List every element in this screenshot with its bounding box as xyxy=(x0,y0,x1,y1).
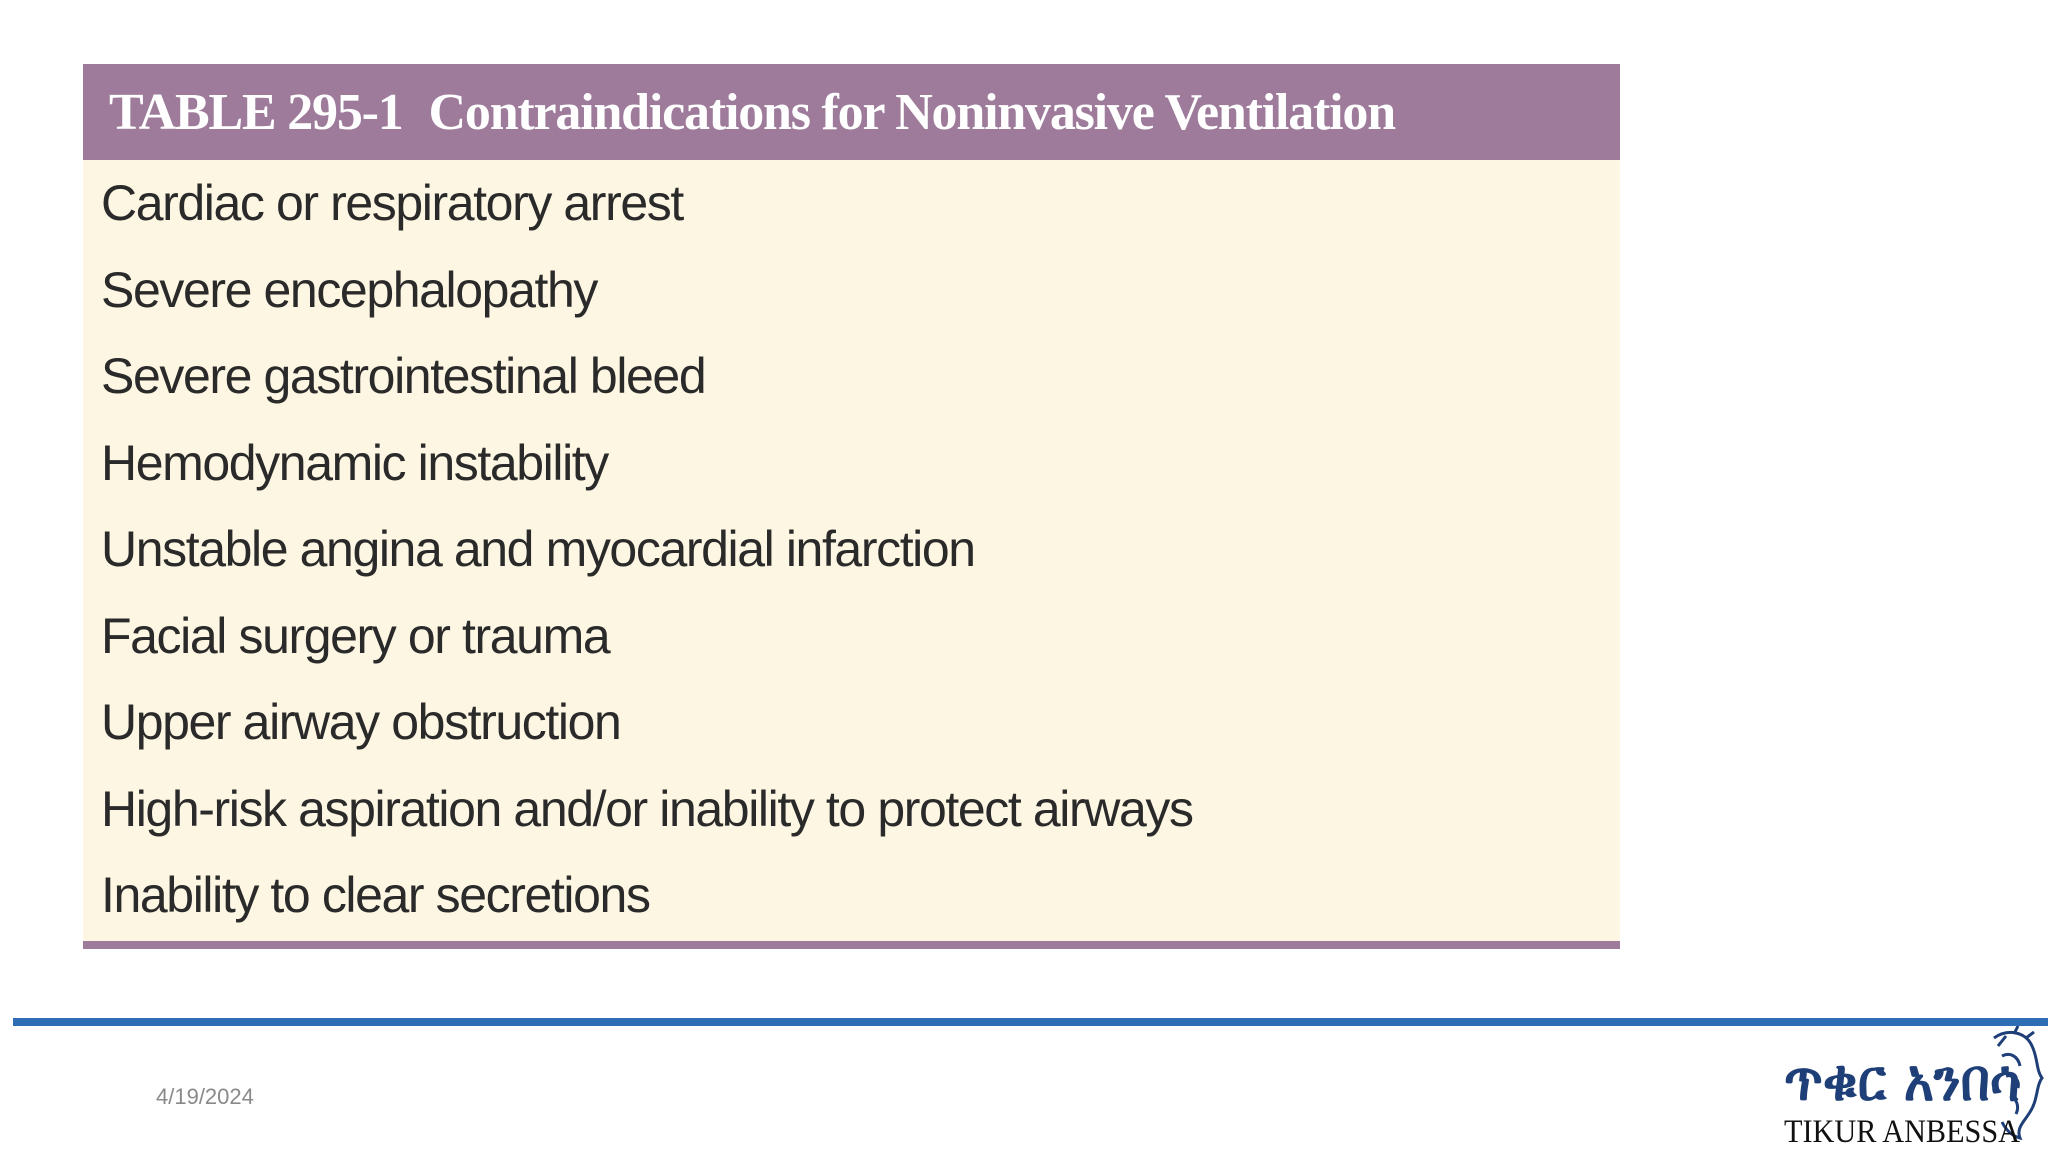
table-title: Contraindications for Noninvasive Ventilation xyxy=(428,83,1395,141)
footer-divider xyxy=(13,1018,2048,1026)
table-row: Upper airway obstruction xyxy=(101,694,621,750)
table-row: High-risk aspiration and/or inability to protect airways xyxy=(101,780,1193,837)
table-rows xyxy=(83,160,1620,939)
table-row: Unstable angina and myocardial infarction xyxy=(101,521,975,577)
table-row: Hemodynamic instability xyxy=(101,434,608,491)
table-number: TABLE 295-1 xyxy=(109,83,403,141)
table-row: Facial surgery or trauma xyxy=(101,607,610,664)
table-header xyxy=(83,64,1620,160)
table-row: Inability to clear secretions xyxy=(101,867,650,923)
logo-latin-text: TIKUR ANBESSA xyxy=(1784,1114,2021,1150)
table-row: Severe gastrointestinal bleed xyxy=(101,348,706,404)
table-row: Cardiac or respiratory arrest xyxy=(101,175,683,231)
contraindications-table xyxy=(83,64,1620,949)
table-row: Severe encephalopathy xyxy=(101,261,597,318)
tikur-anbessa-logo xyxy=(1780,1026,2048,1152)
logo-script-text: ጥቁር አንበሳ xyxy=(1784,1046,2020,1114)
slide-date: 4/19/2024 xyxy=(156,1084,254,1109)
